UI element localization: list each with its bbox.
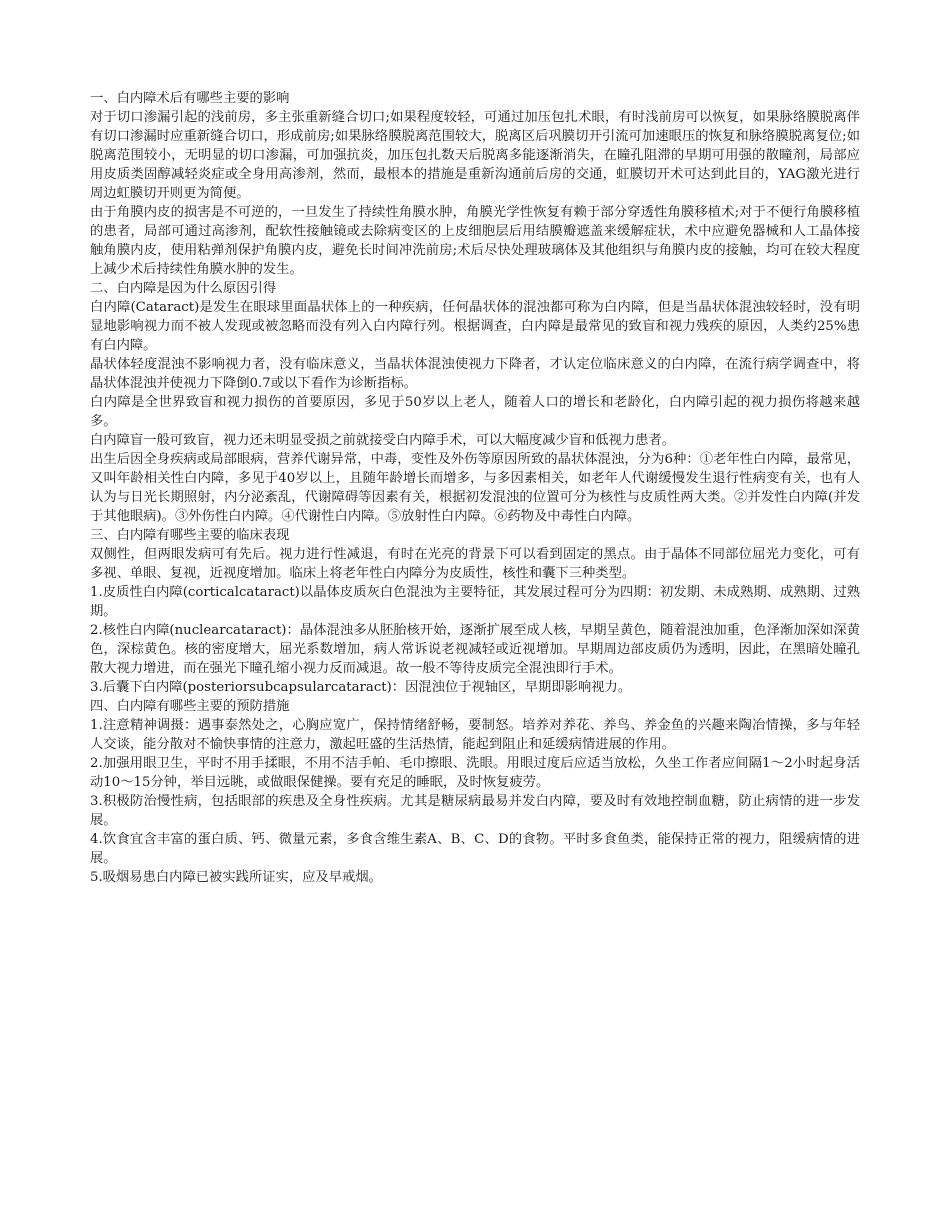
section-3-paragraph-4: 3.后囊下白内障(posteriorsubcapsularcataract)：因混浊位于视轴区，早期即影响视力。 (90, 680, 632, 695)
section-3-paragraph-3: 2.核性白内障(nuclearcataract)：晶体混浊多从胚胎核开始，逐渐扩展至成人核，早期呈黄色，随着混浊加重，色泽渐加深如深黄色，深棕黄色。核的密度增大，屈光系数增加，病人常诉说老视减轻或近视增加。早期周边部皮质仍为透明，因此，在黑暗处瞳孔散大视力增进，而在强光下瞳孔缩小视力反而减退。故一般不等待皮质完全混浊即行手术。 (90, 623, 860, 676)
section-1-heading: 一、白内障术后有哪些主要的影响 (90, 91, 290, 106)
section-1-paragraph-2: 由于角膜内皮的损害是不可逆的，一旦发生了持续性角膜水肿，角膜光学性恢复有赖于部分穿透性角膜移植术;对于不便行角膜移植的患者，局部可通过高渗剂，配软性接触镜或去除病变区的上皮细胞层后用结膜瓣遮盖来缓解症状，术中应避免器械和人工晶体接触角膜内皮，使用粘弹剂保护角膜内皮，避免长时间冲洗前房;术后尽快处理玻璃体及其他组织与角膜内皮的接触，均可在较大程度上减少术后持续性角膜水肿的发生。 (90, 205, 860, 277)
document-body (90, 89, 860, 887)
section-2-heading: 二、白内障是因为什么原因引得 (90, 281, 277, 296)
section-4-paragraph-2: 2.加强用眼卫生，平时不用手揉眼，不用不洁手帕、毛巾擦眼、洗眼。用眼过度后应适当放松，久坐工作者应间隔1～2小时起身活动10～15分钟，举目远眺，或做眼保健操。要有充足的睡眠，及时恢复疲劳。 (90, 756, 860, 790)
section-2-paragraph-3: 白内障是全世界致盲和视力损伤的首要原因，多见于50岁以上老人，随着人口的增长和老龄化，白内障引起的视力损伤将越来越多。 (90, 395, 860, 429)
section-4-paragraph-4: 4.饮食宜含丰富的蛋白质、钙、微量元素，多食含维生素A、B、C、D的食物。平时多食鱼类，能保持正常的视力，阻缓病情的进展。 (90, 832, 860, 866)
section-4-paragraph-5: 5.吸烟易患白内障已被实践所证实，应及早戒烟。 (90, 870, 382, 885)
section-4-paragraph-3: 3.积极防治慢性病，包括眼部的疾患及全身性疾病。尤其是糖尿病最易并发白内障，要及时有效地控制血糖，防止病情的进一步发展。 (90, 794, 860, 828)
section-2-paragraph-1: 白内障(Cataract)是发生在眼球里面晶状体上的一种疾病，任何晶状体的混浊都可称为白内障，但是当晶状体混浊较轻时，没有明显地影响视力而不被人发现或被忽略而没有列入白内障行列。根据调查，白内障是最常见的致盲和视力残疾的原因，人类约25%患有白内障。 (90, 300, 860, 353)
section-3-paragraph-1: 双侧性，但两眼发病可有先后。视力进行性减退，有时在光亮的背景下可以看到固定的黑点。由于晶体不同部位屈光力变化，可有多视、单眼、复视，近视度增加。临床上将老年性白内障分为皮质性，核性和囊下三种类型。 (90, 547, 860, 581)
section-2-paragraph-5: 出生后因全身疾病或局部眼病，营养代谢异常，中毒，变性及外伤等原因所致的晶状体混浊，分为6种：①老年性白内障，最常见，又叫年龄相关性白内障，多见于40岁以上，且随年龄增长而增多，与多因素相关，如老年人代谢缓慢发生退行性病变有关，也有人认为与日光长期照射，内分泌紊乱，代谢障碍等因素有关，根据初发混浊的位置可分为核性与皮质性两大类。②并发性白内障(并发于其他眼病)。③外伤性白内障。④代谢性白内障。⑤放射性白内障。⑥药物及中毒性白内障。 (90, 452, 860, 524)
section-2-paragraph-2: 晶状体轻度混浊不影响视力者，没有临床意义，当晶状体混浊使视力下降者，才认定位临床意义的白内障，在流行病学调查中，将晶状体混浊并使视力下降倒0.7或以下看作为诊断指标。 (90, 357, 860, 391)
section-1-paragraph-1: 对于切口渗漏引起的浅前房，多主张重新缝合切口;如果程度较轻，可通过加压包扎术眼，有时浅前房可以恢复，如果脉络膜脱离伴有切口渗漏时应重新缝合切口，形成前房;如果脉络膜脱离范围较大，脱离区后巩膜切开引流可加速眼压的恢复和脉络膜脱离复位;如脱离范围较小，无明显的切口渗漏，可加强抗炎，加压包扎数天后脱离多能逐渐消失，在瞳孔阻滞的早期可用强的散瞳剂，局部应用皮质类固醇减轻炎症或全身用高渗剂，然而，最根本的措施是重新沟通前后房的交通，虹膜切开术可达到此目的，YAG激光进行周边虹膜切开则更为简便。 (90, 110, 860, 201)
section-4-paragraph-1: 1.注意精神调摄：遇事泰然处之，心胸应宽广，保持情绪舒畅，要制怒。培养对养花、养鸟、养金鱼的兴趣来陶冶情操，多与年轻人交谈，能分散对不愉快事情的注意力，激起旺盛的生活热情，能起到阻止和延缓病情进展的作用。 (90, 718, 860, 752)
section-2-paragraph-4: 白内障盲一般可致盲，视力还未明显受损之前就接受白内障手术，可以大幅度减少盲和低视力患者。 (90, 433, 676, 448)
section-3-heading: 三、白内障有哪些主要的临床表现 (90, 528, 290, 543)
section-3-paragraph-2: 1.皮质性白内障(corticalcataract)以晶体皮质灰白色混浊为主要特征，其发展过程可分为四期：初发期、未成熟期、成熟期、过熟期。 (90, 585, 860, 619)
section-4-heading: 四、白内障有哪些主要的预防措施 (90, 699, 290, 714)
